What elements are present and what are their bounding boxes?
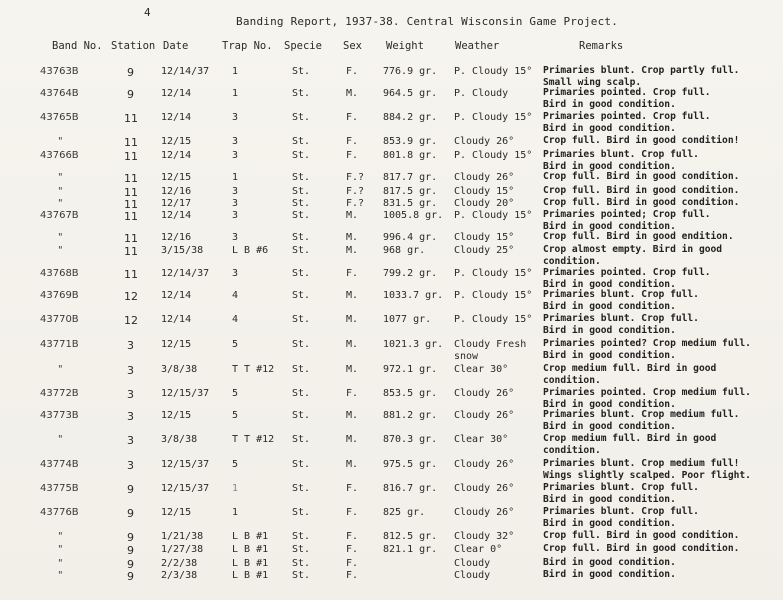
remark-line: Crop almost empty. Bird in good: [543, 244, 723, 255]
cell-weather: Cloudy 26°: [454, 388, 515, 399]
remark-line: Primaries blunt. Crop full.: [543, 149, 699, 160]
remark-line: Bird in good condition.: [543, 300, 676, 312]
remark-line: Crop full. Bird in good condition.: [543, 543, 740, 554]
remark-line: Bird in good condition.: [543, 98, 676, 110]
cell-remarks: [543, 185, 739, 197]
cell-trap: 3: [232, 198, 239, 209]
cell-sex: M.: [346, 88, 359, 99]
cell-date: 12/14: [161, 88, 192, 99]
cell-remarks: [543, 387, 751, 410]
cell-trap: 1: [232, 483, 239, 494]
remark-line: Primaries blunt. Crop full.: [543, 506, 699, 517]
cell-specie: St.: [292, 544, 311, 555]
cell-weight: 817.7 gr.: [383, 172, 438, 183]
cell-trap: 3: [232, 186, 239, 197]
cell-trap: L B #6: [232, 245, 269, 256]
cell-sex: F.: [346, 136, 359, 147]
cell-weight: 831.5 gr.: [383, 198, 438, 209]
cell-specie: St.: [292, 245, 311, 256]
remark-line: Bird in good condition.: [543, 398, 676, 410]
cell-remarks: [543, 557, 676, 569]
cell-date: 12/15: [161, 507, 192, 518]
remark-line: Primaries pointed; Crop full.: [543, 209, 711, 220]
cell-specie: St.: [292, 150, 311, 161]
cell-remarks: [543, 363, 716, 386]
cell-weather: Clear 30°: [454, 364, 509, 375]
cell-weight: 975.5 gr.: [383, 459, 438, 470]
remark-line: Bird in good condition.: [543, 493, 676, 505]
cell-remarks: [543, 209, 711, 232]
cell-band: ": [58, 136, 63, 147]
cell-remarks: [543, 313, 699, 336]
cell-remarks: [543, 543, 739, 555]
cell-station: 3: [127, 339, 134, 352]
cell-date: 12/15/37: [161, 388, 210, 399]
remark-line: Primaries pointed? Crop medium full.: [543, 338, 751, 349]
cell-weather: P. Cloudy 15°: [454, 112, 533, 123]
cell-specie: St.: [292, 364, 311, 375]
cell-station: 9: [127, 531, 134, 544]
cell-specie: St.: [292, 198, 311, 209]
cell-weather: Cloudy 26°: [454, 136, 515, 147]
cell-sex: M.: [346, 245, 359, 256]
cell-band: ": [58, 558, 63, 569]
remark-line: Crop full. Bird in good condition.: [543, 197, 740, 208]
header-station: Station: [111, 40, 156, 52]
cell-band: 43773B: [40, 410, 79, 421]
remark-line: Bird in good condition.: [543, 220, 676, 232]
cell-sex: M.: [346, 364, 359, 375]
cell-weight: 881.2 gr.: [383, 410, 438, 421]
cell-date: 1/27/38: [161, 544, 204, 555]
cell-trap: T T #12: [232, 364, 275, 375]
remark-line: Crop full. Bird in good condition.: [543, 530, 740, 541]
cell-remarks: [543, 530, 739, 542]
remark-line: Bird in good condition.: [543, 160, 676, 172]
cell-weight: 1021.3 gr.: [383, 339, 444, 350]
cell-specie: St.: [292, 339, 311, 350]
cell-date: 12/16: [161, 232, 192, 243]
cell-date: 12/15/37: [161, 483, 210, 494]
cell-weight: 799.2 gr.: [383, 268, 438, 279]
cell-specie: St.: [292, 112, 311, 123]
cell-date: 12/14: [161, 210, 192, 221]
remark-line: Crop full. Bird in good condition.: [543, 185, 740, 196]
header-weather: Weather: [455, 40, 500, 52]
cell-station: 12: [124, 314, 138, 327]
cell-station: 9: [127, 544, 134, 557]
cell-station: 11: [124, 136, 138, 149]
cell-date: 2/3/38: [161, 570, 198, 581]
cell-specie: St.: [292, 172, 311, 183]
cell-station: 9: [127, 66, 134, 79]
cell-remarks: [543, 197, 739, 209]
remark-line: condition.: [543, 255, 601, 267]
cell-remarks: [543, 433, 716, 456]
cell-specie: St.: [292, 66, 311, 77]
cell-weight: 1077 gr.: [383, 314, 432, 325]
cell-station: 9: [127, 507, 134, 520]
cell-band: 43768B: [40, 268, 79, 279]
remark-line: condition.: [543, 444, 601, 456]
cell-weather: P. Cloudy 15°: [454, 210, 533, 221]
remark-line: Bird in good condition.: [543, 122, 676, 134]
cell-weight: 853.9 gr.: [383, 136, 438, 147]
cell-station: 9: [127, 483, 134, 496]
cell-weight: 853.5 gr.: [383, 388, 438, 399]
cell-weather: Clear 30°: [454, 434, 509, 445]
cell-sex: F.: [346, 388, 359, 399]
remark-line: Primaries blunt. Crop partly full.: [543, 65, 740, 76]
cell-date: 12/15: [161, 339, 192, 350]
cell-weather: Cloudy: [454, 558, 491, 569]
cell-sex: F.: [346, 66, 359, 77]
cell-weight: 817.5 gr.: [383, 186, 438, 197]
cell-weight: 964.5 gr.: [383, 88, 438, 99]
cell-date: 12/15: [161, 172, 192, 183]
cell-specie: St.: [292, 459, 311, 470]
cell-specie: St.: [292, 410, 311, 421]
cell-weather: Cloudy 26°: [454, 507, 515, 518]
cell-trap: L B #1: [232, 570, 269, 581]
cell-trap: 3: [232, 136, 239, 147]
cell-specie: St.: [292, 434, 311, 445]
cell-band: ": [58, 434, 63, 445]
cell-remarks: [543, 267, 711, 290]
cell-date: 1/21/38: [161, 531, 204, 542]
remark-line: Primaries blunt. Crop full.: [543, 482, 699, 493]
cell-band: 43775B: [40, 483, 79, 494]
cell-date: 12/14/37: [161, 66, 210, 77]
cell-trap: L B #1: [232, 531, 269, 542]
cell-station: 11: [124, 268, 138, 281]
cell-trap: 5: [232, 388, 239, 399]
cell-band: 43766B: [40, 150, 79, 161]
cell-remarks: [543, 231, 734, 243]
cell-trap: 3: [232, 268, 239, 279]
cell-sex: F.: [346, 112, 359, 123]
cell-weight: 1033.7 gr.: [383, 290, 444, 301]
cell-sex: F.: [346, 268, 359, 279]
remark-line: Primaries blunt. Crop full.: [543, 313, 699, 324]
cell-date: 12/15: [161, 136, 192, 147]
cell-specie: St.: [292, 136, 311, 147]
cell-specie: St.: [292, 210, 311, 221]
cell-specie: St.: [292, 570, 311, 581]
cell-band: ": [58, 364, 63, 375]
cell-specie: St.: [292, 507, 311, 518]
cell-specie: St.: [292, 483, 311, 494]
cell-weather: P. Cloudy 15°: [454, 290, 533, 301]
cell-weather: P. Cloudy 15°: [454, 268, 533, 279]
cell-weight: 972.1 gr.: [383, 364, 438, 375]
header-specie: Specie: [284, 40, 322, 52]
cell-weather: Clear 0°: [454, 544, 503, 555]
cell-specie: St.: [292, 232, 311, 243]
cell-weather: Cloudy 15°: [454, 186, 515, 197]
cell-sex: F.: [346, 483, 359, 494]
remark-line: Primaries blunt. Crop full.: [543, 289, 699, 300]
cell-band: 43765B: [40, 112, 79, 123]
cell-weight: 825 gr.: [383, 507, 426, 518]
cell-weight: 884.2 gr.: [383, 112, 438, 123]
cell-sex: F.?: [346, 186, 365, 197]
header-weight: Weight: [386, 40, 424, 52]
report-title: Banding Report, 1937-38. Central Wisconsin Game Project.: [236, 15, 619, 28]
cell-station: 9: [127, 88, 134, 101]
remark-line: Small wing scalp.: [543, 76, 642, 88]
cell-trap: 5: [232, 459, 239, 470]
cell-station: 11: [124, 150, 138, 163]
cell-weather: Cloudy Fresh: [454, 339, 527, 350]
cell-weight: 1005.8 gr.: [383, 210, 444, 221]
cell-sex: F.: [346, 531, 359, 542]
cell-trap: T T #12: [232, 434, 275, 445]
header-trap-no: Trap No.: [222, 40, 273, 52]
cell-weather: P. Cloudy 15°: [454, 150, 533, 161]
cell-trap: 3: [232, 232, 239, 243]
cell-band: 43771B: [40, 339, 79, 350]
remark-line: Primaries pointed. Crop medium full.: [543, 387, 751, 398]
cell-station: 11: [124, 198, 138, 211]
cell-trap: 1: [232, 66, 239, 77]
cell-station: 11: [124, 232, 138, 245]
cell-remarks: [543, 409, 739, 432]
cell-date: 12/14/37: [161, 268, 210, 279]
cell-sex: M.: [346, 339, 359, 350]
cell-station: 11: [124, 112, 138, 125]
cell-band: 43763B: [40, 66, 79, 77]
cell-remarks: [543, 135, 739, 147]
cell-band: ": [58, 245, 63, 256]
cell-station: 11: [124, 172, 138, 185]
cell-trap: 3: [232, 112, 239, 123]
remark-line: Primaries pointed. Crop full.: [543, 267, 711, 278]
cell-specie: St.: [292, 290, 311, 301]
cell-date: 12/15: [161, 410, 192, 421]
cell-station: 11: [124, 186, 138, 199]
page-number: 4: [144, 6, 151, 19]
cell-band: 43776B: [40, 507, 79, 518]
remark-line: Bird in good condition.: [543, 420, 676, 432]
remark-line: Bird in good condition.: [543, 278, 676, 290]
cell-weather: Cloudy 25°: [454, 245, 515, 256]
cell-weight: 870.3 gr.: [383, 434, 438, 445]
cell-band: 43770B: [40, 314, 79, 325]
cell-trap: 4: [232, 290, 239, 301]
cell-trap: L B #1: [232, 558, 269, 569]
cell-remarks: [543, 506, 699, 529]
cell-remarks: [543, 458, 751, 481]
cell-sex: M.: [346, 290, 359, 301]
remark-line: Crop medium full. Bird in good: [543, 363, 717, 374]
cell-weather: Cloudy 26°: [454, 483, 515, 494]
cell-remarks: [543, 87, 711, 110]
remark-line: Bird in good condition.: [543, 517, 676, 529]
remark-line: Wings slightly scalped. Poor flight.: [543, 469, 751, 481]
cell-station: 11: [124, 210, 138, 223]
cell-sex: F.: [346, 507, 359, 518]
cell-weather-continued: snow: [454, 351, 479, 362]
cell-remarks: [543, 289, 699, 312]
remark-line: condition.: [543, 374, 601, 386]
cell-specie: St.: [292, 186, 311, 197]
remark-line: Bird in good condition.: [543, 557, 676, 568]
cell-trap: 1: [232, 88, 239, 99]
cell-remarks: [543, 149, 699, 172]
cell-sex: M.: [346, 434, 359, 445]
cell-remarks: [543, 171, 739, 183]
cell-weather: P. Cloudy: [454, 88, 509, 99]
cell-weather: Cloudy 32°: [454, 531, 515, 542]
cell-weather: Cloudy 26°: [454, 459, 515, 470]
cell-band: 43774B: [40, 459, 79, 470]
cell-weather: Cloudy 26°: [454, 172, 515, 183]
cell-specie: St.: [292, 388, 311, 399]
header-band-no: Band No.: [52, 40, 103, 52]
cell-date: 12/14: [161, 112, 192, 123]
cell-sex: M.: [346, 314, 359, 325]
cell-specie: St.: [292, 314, 311, 325]
remark-line: Bird in good condition.: [543, 349, 676, 361]
cell-date: 3/8/38: [161, 434, 198, 445]
cell-date: 12/16: [161, 186, 192, 197]
cell-sex: F.?: [346, 172, 365, 183]
cell-station: 3: [127, 434, 134, 447]
cell-band: 43769B: [40, 290, 79, 301]
cell-station: 9: [127, 558, 134, 571]
remark-line: Crop full. Bird in good endition.: [543, 231, 734, 242]
cell-weight: 812.5 gr.: [383, 531, 438, 542]
cell-sex: M.: [346, 210, 359, 221]
cell-trap: 3: [232, 210, 239, 221]
remark-line: Primaries pointed. Crop full.: [543, 87, 711, 98]
cell-band: ": [58, 198, 63, 209]
cell-station: 11: [124, 245, 138, 258]
cell-sex: F.?: [346, 198, 365, 209]
remark-line: Primaries blunt. Crop medium full.: [543, 409, 740, 420]
cell-specie: St.: [292, 531, 311, 542]
header-date: Date: [163, 40, 189, 52]
cell-weight: 801.8 gr.: [383, 150, 438, 161]
cell-band: ": [58, 570, 63, 581]
cell-station: 3: [127, 459, 134, 472]
cell-remarks: [543, 338, 751, 361]
cell-weather: P. Cloudy 15°: [454, 66, 533, 77]
cell-date: 12/15/37: [161, 459, 210, 470]
cell-band: ": [58, 531, 63, 542]
cell-station: 9: [127, 570, 134, 583]
cell-band: ": [58, 186, 63, 197]
remark-line: Crop full. Bird in good condition.: [543, 171, 740, 182]
cell-weight: 968 gr.: [383, 245, 426, 256]
cell-date: 2/2/38: [161, 558, 198, 569]
cell-sex: F.: [346, 570, 359, 581]
cell-band: 43767B: [40, 210, 79, 221]
cell-weight: 816.7 gr.: [383, 483, 438, 494]
header-sex: Sex: [343, 40, 362, 52]
cell-station: 3: [127, 364, 134, 377]
cell-sex: M.: [346, 410, 359, 421]
cell-weight: 821.1 gr.: [383, 544, 438, 555]
cell-date: 3/8/38: [161, 364, 198, 375]
remark-line: Primaries blunt. Crop medium full!: [543, 458, 740, 469]
cell-sex: M.: [346, 459, 359, 470]
cell-trap: 3: [232, 150, 239, 161]
cell-weather: Cloudy 26°: [454, 410, 515, 421]
header-remarks: Remarks: [579, 40, 624, 52]
cell-specie: St.: [292, 88, 311, 99]
cell-sex: F.: [346, 150, 359, 161]
cell-date: 12/17: [161, 198, 192, 209]
cell-date: 12/14: [161, 314, 192, 325]
remark-line: Bird in good condition.: [543, 324, 676, 336]
cell-sex: M.: [346, 232, 359, 243]
cell-band: ": [58, 544, 63, 555]
cell-weight: 996.4 gr.: [383, 232, 438, 243]
cell-date: 3/15/38: [161, 245, 204, 256]
cell-date: 12/14: [161, 290, 192, 301]
cell-date: 12/14: [161, 150, 192, 161]
cell-remarks: [543, 482, 699, 505]
cell-remarks: [543, 244, 722, 267]
cell-trap: L B #1: [232, 544, 269, 555]
cell-weather: Cloudy 15°: [454, 232, 515, 243]
cell-trap: 4: [232, 314, 239, 325]
cell-specie: St.: [292, 268, 311, 279]
cell-station: 3: [127, 410, 134, 423]
cell-station: 12: [124, 290, 138, 303]
cell-sex: F.: [346, 558, 359, 569]
cell-trap: 5: [232, 410, 239, 421]
remark-line: Crop full. Bird in good condition!: [543, 135, 740, 146]
cell-weather: Cloudy 20°: [454, 198, 515, 209]
cell-remarks: [543, 65, 739, 88]
cell-trap: 1: [232, 507, 239, 518]
cell-weight: 776.9 gr.: [383, 66, 438, 77]
remark-line: Crop medium full. Bird in good: [543, 433, 717, 444]
cell-sex: F.: [346, 544, 359, 555]
cell-weather: Cloudy: [454, 570, 491, 581]
cell-remarks: [543, 111, 711, 134]
cell-band: ": [58, 172, 63, 183]
remark-line: Bird in good condition.: [543, 569, 676, 580]
cell-band: ": [58, 232, 63, 243]
cell-trap: 1: [232, 172, 239, 183]
cell-specie: St.: [292, 558, 311, 569]
cell-band: 43772B: [40, 388, 79, 399]
cell-station: 3: [127, 388, 134, 401]
cell-band: 43764B: [40, 88, 79, 99]
cell-weather: P. Cloudy 15°: [454, 314, 533, 325]
remark-line: Primaries pointed. Crop full.: [543, 111, 711, 122]
cell-trap: 5: [232, 339, 239, 350]
cell-remarks: [543, 569, 676, 581]
